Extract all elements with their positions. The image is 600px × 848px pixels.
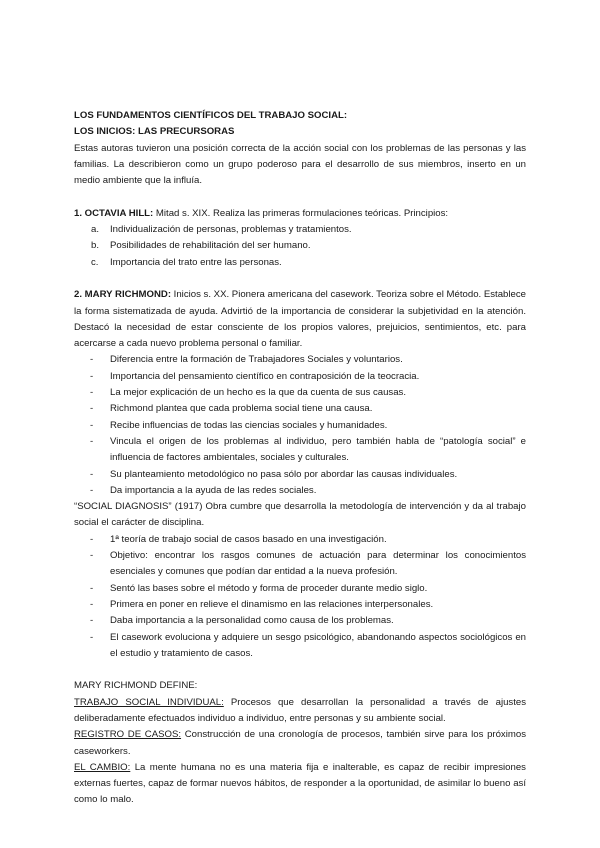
intro-paragraph: Estas autoras tuvieron una posición correcta de la acción social con los problemas de las personas y las familias. La describieron como un grupo poderoso para el desarrollo de sus miembros, inserto en un medio ambiente que la influía. — [74, 142, 526, 187]
list-item-text: Importancia del trato entre las personas. — [110, 256, 282, 268]
definition-text: La mente humana no es una materia fija e inalterable, es capaz de recibir impresiones externas fuertes, capaz de formar nuevos hábitos, de responder a la oportunidad, de asimilar lo bueno así como lo malo. — [74, 761, 526, 806]
definition-text: Procesos que desarrollan la personalidad a través de ajustes deliberadamente efectuados individuo a individuo, entre personas y su ambiente social. — [74, 696, 527, 724]
list-item — [74, 467, 526, 483]
list-item — [74, 255, 526, 271]
spacer — [74, 189, 526, 205]
list-item — [74, 222, 526, 238]
list-item-text: Sentó las bases sobre el método y forma de proceder durante medio siglo. — [110, 582, 428, 594]
section-subtitle: LOS INICIOS: LAS PRECURSORAS — [74, 126, 235, 138]
list-item — [74, 238, 526, 254]
dash-marker: - — [90, 370, 94, 382]
list-item — [74, 418, 526, 434]
document-title: LOS FUNDAMENTOS CIENTÍFICOS DEL TRABAJO SOCIAL: — [74, 110, 348, 121]
list-item — [74, 532, 526, 548]
list-item-text: La mejor explicación de un hecho es la que da cuenta de sus causas. — [110, 387, 407, 399]
octavia-hill-paragraph — [74, 206, 526, 222]
list-item-text: Objetivo: encontrar los rasgos comunes de actuación para determinar los conocimientos esenciales y comunes que podían dar entidad a la nueva profesión. — [110, 550, 526, 578]
list-marker: c. — [91, 256, 99, 268]
octavia-hill-label: 1. OCTAVIA HILL: — [74, 207, 154, 219]
dash-marker: - — [90, 354, 94, 366]
list-item — [74, 385, 526, 401]
list-item — [74, 352, 526, 368]
list-item — [74, 581, 526, 597]
dash-marker: - — [90, 403, 94, 415]
list-marker: b. — [91, 240, 100, 252]
definition-term: REGISTRO DE CASOS: — [74, 729, 182, 741]
dash-marker: - — [90, 582, 94, 594]
list-item-text: Importancia del pensamiento científico en contraposición de la teocracia. — [110, 370, 420, 382]
dash-marker: - — [90, 631, 94, 643]
list-item — [74, 597, 526, 613]
mary-richmond-label: 2. MARY RICHMOND: — [74, 289, 172, 301]
list-item — [74, 548, 526, 581]
definition-term: EL CAMBIO: — [74, 761, 131, 773]
dash-marker: - — [90, 387, 94, 399]
dash-marker: - — [90, 468, 94, 480]
octavia-hill-text: Mitad s. XIX. Realiza las primeras formulaciones teóricas. Principios: — [153, 207, 449, 219]
dash-marker: - — [90, 484, 94, 496]
list-item-text: Recibe influencias de todas las ciencias sociales y humanidades. — [110, 419, 388, 431]
dash-marker: - — [90, 598, 94, 610]
list-item — [74, 369, 526, 385]
list-item-text: Vincula el origen de los problemas al individuo, pero también habla de “patología social” e influencia de factores ambientales, sociales y culturales. — [110, 435, 526, 464]
list-item-text: Posibilidades de rehabilitación del ser humano. — [110, 240, 311, 252]
list-item-text: Richmond plantea que cada problema social tiene una causa. — [110, 403, 373, 415]
dash-marker: - — [90, 419, 94, 431]
list-item — [74, 434, 526, 467]
list-item — [74, 613, 526, 629]
dash-marker: - — [90, 615, 94, 627]
list-item-text: Da importancia a la ayuda de las redes sociales. — [110, 484, 317, 496]
definition-trabajo-social — [74, 695, 526, 728]
define-heading: MARY RICHMOND DEFINE: — [74, 680, 198, 692]
document-body — [74, 108, 526, 809]
mary-richmond-list — [74, 352, 526, 499]
social-diagnosis-list — [74, 532, 526, 662]
list-item — [74, 630, 526, 663]
octavia-principles-list — [74, 222, 526, 271]
list-item-text: Diferencia entre la formación de Trabajadores Sociales y voluntarios. — [110, 354, 403, 366]
dash-marker: - — [90, 550, 94, 562]
spacer — [74, 271, 526, 287]
list-item — [74, 483, 526, 499]
list-item — [74, 401, 526, 417]
list-item-text: Daba importancia a la personalidad como causa de los problemas. — [110, 615, 394, 627]
dash-marker: - — [90, 533, 94, 545]
list-item-text: Individualización de personas, problemas y tratamientos. — [110, 224, 352, 236]
definition-term: TRABAJO SOCIAL INDIVIDUAL: — [74, 696, 224, 708]
list-item-text: Primera en poner en relieve el dinamismo en las relaciones interpersonales. — [110, 598, 434, 610]
definition-registro — [74, 727, 526, 760]
mary-richmond-paragraph — [74, 287, 526, 352]
list-item-text: El casework evoluciona y adquiere un sesgo psicológico, abandonando aspectos sociológicos en el estudio y tratamiento de casos. — [110, 631, 526, 659]
dash-marker: - — [90, 435, 94, 447]
list-item-text: Su planteamiento metodológico no pasa sólo por abordar las causas individuales. — [110, 468, 458, 480]
mary-richmond-text: Inicios s. XX. Pionera americana del casework. Teoriza sobre el Método. Establece la forma sistematizada de ayuda. Advirtió de la importancia de considerar la subjetividad en la atención. Destacó la necesidad de estar consciente de los propios valores, prejuicios, sentimientos, etc. para acercarse a cada nuevo problema personal o familiar. — [74, 289, 526, 350]
spacer — [74, 662, 526, 678]
definition-cambio — [74, 760, 526, 809]
definition-text: Construcción de una cronología de procesos, también sirve para los próximos caseworkers. — [74, 729, 526, 757]
list-item-text: 1ª teoría de trabajo social de casos basado en una investigación. — [110, 533, 387, 545]
list-marker: a. — [91, 224, 100, 236]
social-diagnosis-paragraph: “SOCIAL DIAGNOSIS” (1917) Obra cumbre que desarrolla la metodología de intervención y da al trabajo social el carácter de disciplina. — [74, 501, 526, 529]
